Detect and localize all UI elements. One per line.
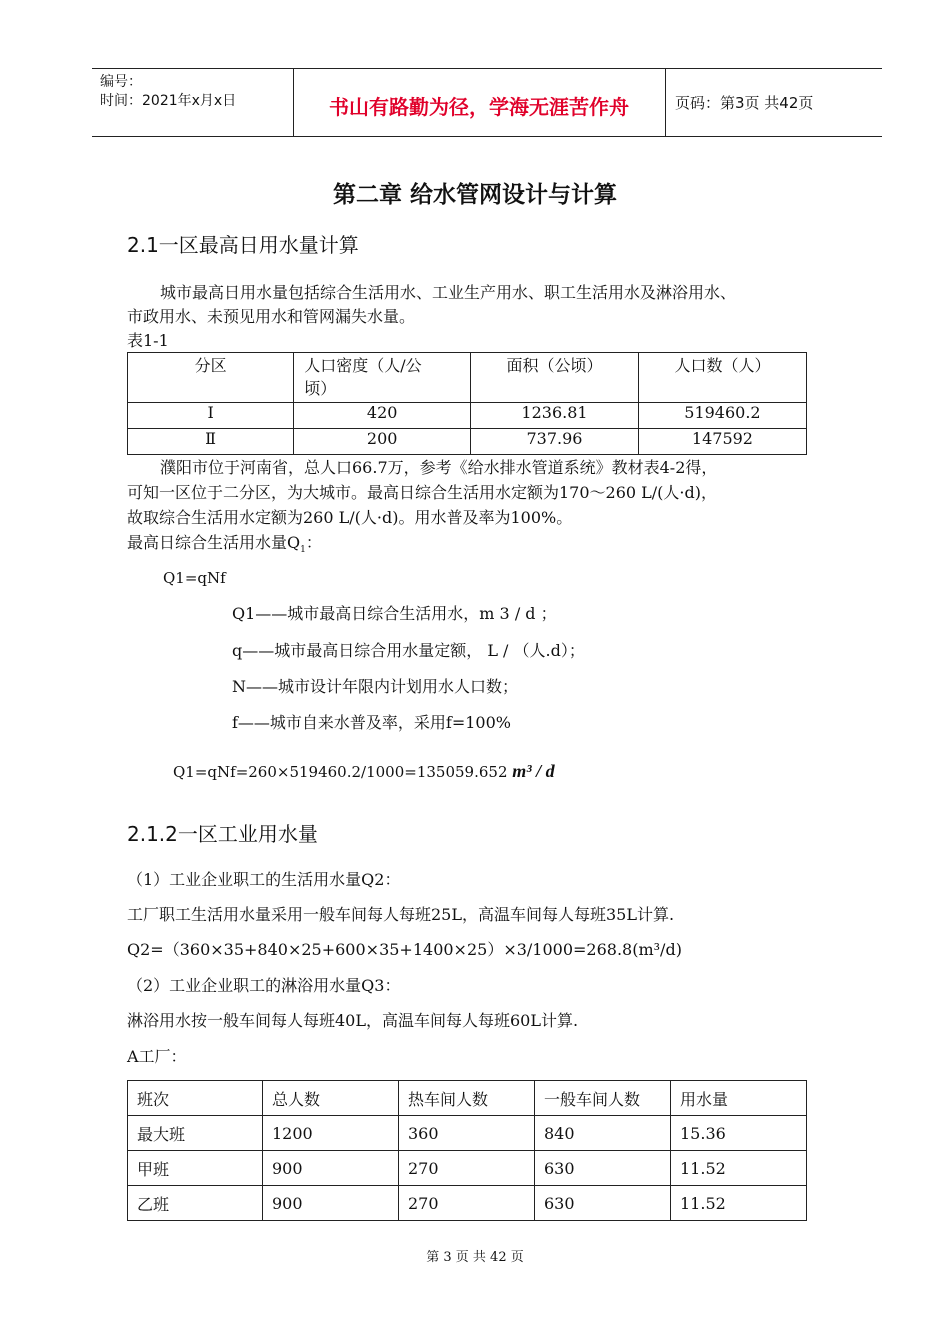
table-header-cell: 面积（公顷）	[471, 353, 639, 403]
table-cell: 1236.81	[471, 403, 639, 429]
definition-n: N——城市设计年限内计划用水人口数；	[232, 677, 519, 696]
table-cell: 11.52	[671, 1151, 807, 1186]
table-cell: 737.96	[471, 429, 639, 455]
body-line: 濮阳市位于河南省，总人口66.7万，参考《给水排水管道系统》教材表4-2得，	[160, 458, 718, 477]
shift-table	[127, 1080, 807, 1221]
table-cell: 360	[399, 1116, 535, 1151]
table-cell: 840	[535, 1116, 671, 1151]
q1-label-tail: ：	[305, 533, 322, 552]
result-formula	[173, 759, 555, 784]
header-number: 编号：	[100, 74, 142, 90]
body-line: 淋浴用水按一般车间每人每班40L，高温车间每人每班60L计算.	[127, 1011, 579, 1030]
table-cell: 15.36	[671, 1116, 807, 1151]
result-text: Q1=qNf=260×519460.2/1000=135059.652	[173, 763, 508, 781]
table-cell: 147592	[638, 429, 806, 455]
table-row	[128, 1116, 807, 1151]
table-header-text: 顷）	[304, 379, 337, 398]
body-line: 可知一区位于二分区，为大城市。最高日综合生活用水定额为170～260 L/(人·d)，	[127, 483, 717, 502]
table-header-row	[128, 1081, 807, 1116]
table-header-cell: 一般车间人数	[535, 1081, 671, 1116]
table-cell: Ⅰ	[128, 403, 294, 429]
table-header-cell: 总人数	[263, 1081, 399, 1116]
intro-line: 市政用水、未预见用水和管网漏失水量。	[127, 307, 416, 326]
header-time: 时间：2021年x月x日	[100, 93, 237, 109]
table-header-cell: 热车间人数	[399, 1081, 535, 1116]
definition-f: f——城市自来水普及率，采用f=100%	[232, 713, 511, 732]
table-cell: 200	[294, 429, 471, 455]
population-table	[127, 352, 807, 455]
item-heading: （2）工业企业职工的淋浴用水量Q3：	[127, 976, 401, 995]
header-divider	[665, 69, 666, 136]
table-cell: 最大班	[128, 1116, 263, 1151]
factory-label: A工厂：	[127, 1047, 187, 1066]
result-unit: m³ / d	[512, 761, 555, 781]
table-row	[128, 1186, 807, 1221]
table-row	[128, 429, 807, 455]
page-footer: 第 3 页 共 42 页	[426, 1250, 524, 1265]
body-line: 工厂职工生活用水量采用一般车间每人每班25L，高温车间每人每班35L计算.	[127, 905, 675, 924]
table-header-cell: 用水量	[671, 1081, 807, 1116]
section-title: 2.1一区最高日用水量计算	[127, 233, 359, 257]
table-row	[128, 403, 807, 429]
section-title: 2.1.2一区工业用水量	[127, 822, 318, 846]
table-cell: 乙班	[128, 1186, 263, 1221]
table-header-cell: 分区	[128, 353, 294, 403]
table-cell: 1200	[263, 1116, 399, 1151]
table-header-row	[128, 353, 807, 403]
table-cell: 519460.2	[638, 403, 806, 429]
page-header	[92, 68, 882, 137]
table-cell: 900	[263, 1186, 399, 1221]
table-cell: 630	[535, 1151, 671, 1186]
q1-label-text: 最高日综合生活用水量Q	[127, 533, 301, 552]
q1-label-sub: 1	[300, 545, 306, 556]
table-row	[128, 1151, 807, 1186]
table-cell: 630	[535, 1186, 671, 1221]
table-cell: 270	[399, 1151, 535, 1186]
table-header-cell	[294, 353, 471, 403]
body-line: 故取综合生活用水定额为260 L/(人·d)。用水普及率为100%。	[127, 508, 573, 527]
table-header-text: 人口密度（人/公	[304, 356, 422, 375]
body-line: Q2=（360×35+840×25+600×35+1400×25）×3/1000=268.8(m³/d)	[127, 940, 682, 959]
definition-q: q——城市最高日综合用水量定额， L / （人.d）；	[232, 641, 585, 660]
header-page-number: 页码：第3页 共42页	[675, 94, 814, 112]
q1-label	[127, 531, 322, 562]
header-motto: 书山有路勤为径，学海无涯苦作舟	[329, 95, 629, 119]
table-cell: 270	[399, 1186, 535, 1221]
table-cell: Ⅱ	[128, 429, 294, 455]
intro-line: 城市最高日用水量包括综合生活用水、工业生产用水、职工生活用水及淋浴用水、	[160, 283, 737, 302]
table-cell: 甲班	[128, 1151, 263, 1186]
item-heading: （1）工业企业职工的生活用水量Q2：	[127, 870, 401, 889]
table-cell: 900	[263, 1151, 399, 1186]
table-cell: 11.52	[671, 1186, 807, 1221]
table-header-cell: 人口数（人）	[638, 353, 806, 403]
table-caption: 表1-1	[127, 331, 169, 350]
header-meta	[100, 73, 236, 111]
formula: Q1=qNf	[163, 569, 226, 587]
chapter-title: 第二章 给水管网设计与计算	[332, 182, 617, 208]
table-header-cell: 班次	[128, 1081, 263, 1116]
definition-q1: Q1——城市最高日综合生活用水，m 3 / d ；	[232, 604, 557, 623]
table-cell: 420	[294, 403, 471, 429]
